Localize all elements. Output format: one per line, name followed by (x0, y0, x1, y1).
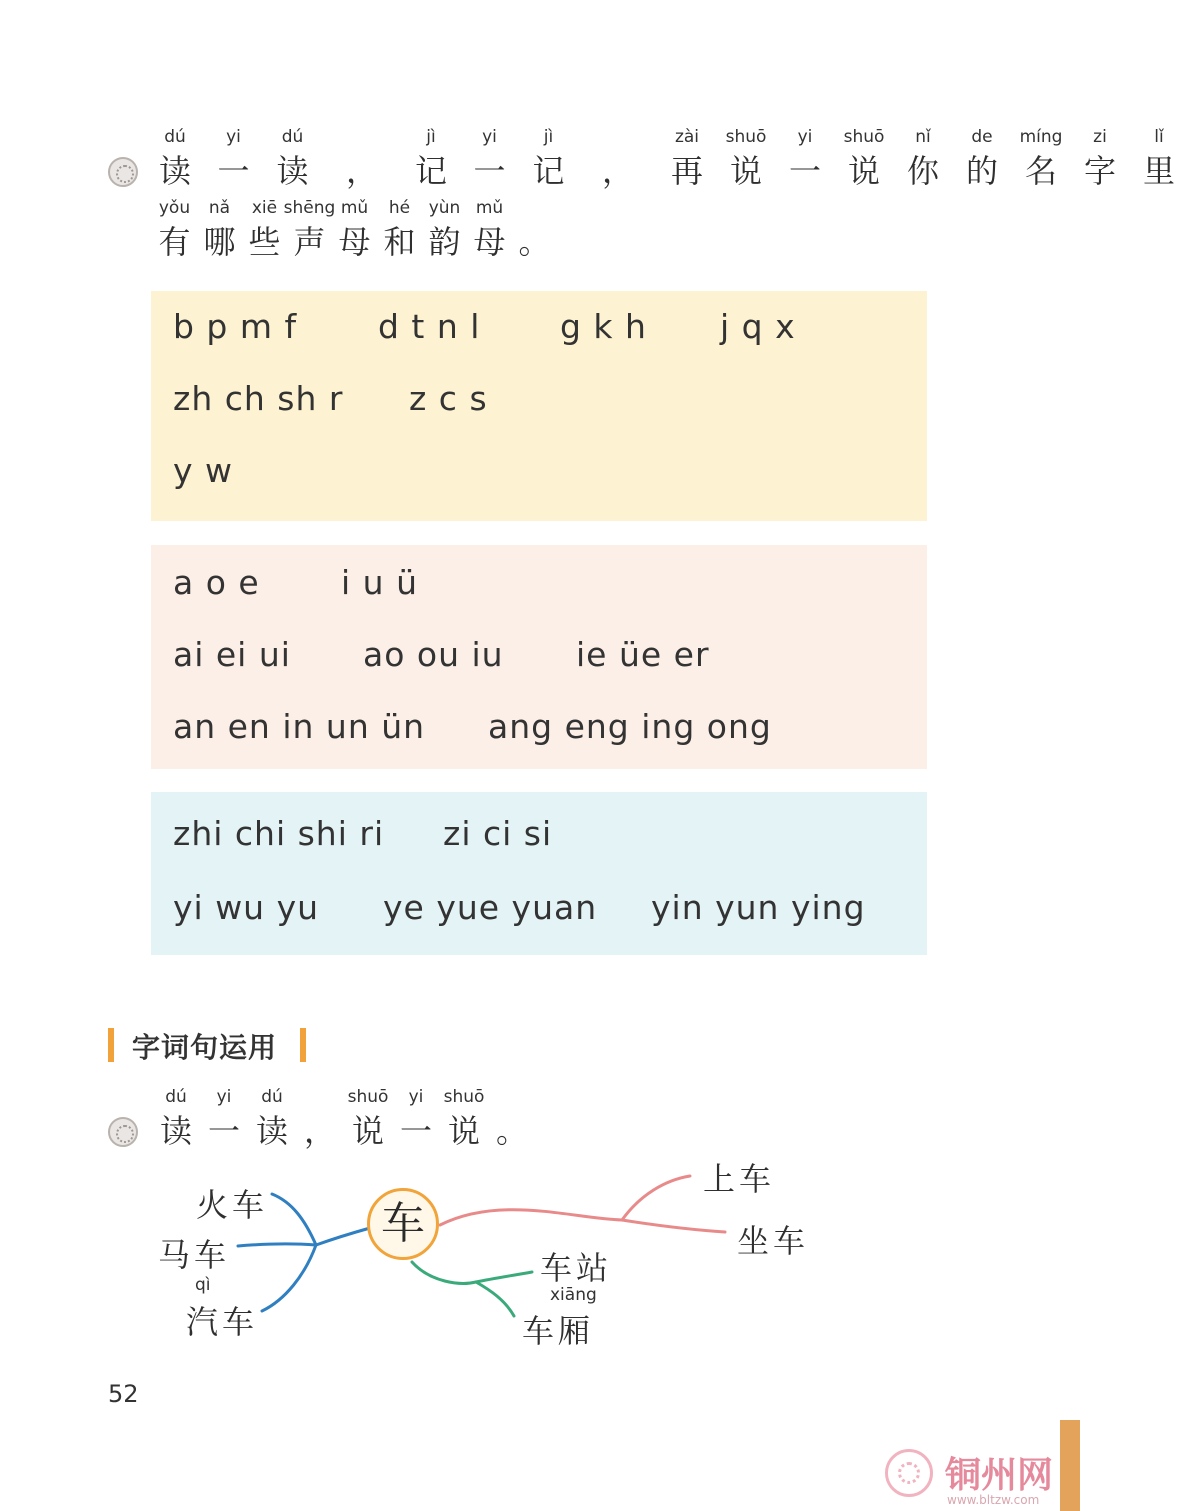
word-chezhan: 车站 (540, 1249, 613, 1287)
hanzi-char (392, 1087, 440, 1150)
watermark-name: 铜州网 (945, 1454, 1054, 1496)
pinyin: dú (281, 127, 304, 147)
finals-row-3 (173, 707, 772, 746)
branch-line-right-bottom (412, 1262, 476, 1283)
task1-line2 (152, 198, 557, 261)
hanzi-text: 读 (158, 152, 191, 190)
task2-line (152, 1087, 536, 1150)
hanzi-char (152, 127, 198, 190)
watermark (885, 1447, 1080, 1511)
word-shangche: 上车 (703, 1160, 776, 1198)
pinyin: zài (674, 127, 700, 147)
finals-box (151, 545, 927, 769)
hanzi-text: 母 (473, 223, 506, 261)
hanzi-text: ， (345, 152, 378, 190)
pinyin: mǔ (475, 198, 504, 218)
syllables-group: yi wu yu (173, 888, 320, 927)
hanzi-text: 些 (248, 223, 281, 261)
hanzi-char (296, 1112, 344, 1150)
pinyin: xiē (251, 198, 278, 218)
pinyin: yi (226, 127, 241, 147)
word-chexiang: 车厢 (522, 1312, 595, 1350)
pinyin-qi: qì (195, 1275, 211, 1295)
pinyin: nǐ (915, 127, 931, 147)
hanzi-text: 哪 (203, 223, 236, 261)
initials-row-3 (173, 451, 233, 490)
hanzi-char (828, 127, 900, 190)
pinyin: shuō (725, 127, 767, 147)
hanzi-text: 你 (906, 152, 939, 190)
watermark-logo-icon (885, 1449, 933, 1497)
pinyin: hé (388, 198, 411, 218)
branch-line-chexiang (476, 1282, 514, 1316)
initials-row-2 (173, 379, 488, 418)
hanzi-char (248, 1087, 296, 1150)
hanzi-text: 记 (532, 152, 565, 190)
pinyin: zi (1093, 127, 1107, 147)
pinyin: míng (1019, 127, 1063, 147)
pinyin: yi (216, 1087, 232, 1107)
branch-line-shangche (622, 1176, 690, 1220)
hanzi-char (572, 152, 664, 190)
pinyin: mǔ (340, 198, 369, 218)
mindmap-center: 车 (367, 1188, 439, 1260)
pinyin: shuō (843, 127, 885, 147)
pinyin: yi (482, 127, 497, 147)
pinyin: shuō (443, 1087, 485, 1107)
initials-group: zh ch sh r (173, 379, 344, 418)
hanzi-char (377, 198, 422, 261)
initials-group: j q x (720, 307, 796, 346)
hanzi-char (664, 127, 710, 190)
hanzi-text: 一 (207, 1112, 240, 1150)
initials-group: d t n l (378, 307, 481, 346)
initials-row-1 (173, 307, 796, 346)
pinyin: shēng (283, 198, 336, 218)
hanzi-text: 声 (293, 223, 326, 261)
finals-group: a o e (173, 563, 260, 602)
finals-group: ie üe er (576, 635, 710, 674)
hanzi-text: 读 (159, 1112, 192, 1150)
hanzi-char (525, 127, 572, 190)
branch-line-zuoche (622, 1220, 725, 1232)
finals-group: an en in un ün (173, 707, 426, 746)
pinyin: yùn (428, 198, 461, 218)
hanzi-char (454, 127, 525, 190)
hanzi-char (332, 198, 377, 261)
hanzi-char (1136, 127, 1182, 190)
syllables-group: ye yue yuan (383, 888, 598, 927)
pinyin: jì (426, 127, 436, 147)
pinyin: dú (164, 127, 186, 147)
hanzi-text: 里 (1142, 152, 1175, 190)
finals-row-2 (173, 635, 710, 674)
hanzi-text: 一 (399, 1112, 432, 1150)
hanzi-text: 母 (338, 223, 371, 261)
hanzi-char (316, 152, 408, 190)
hanzi-text: 读 (255, 1112, 288, 1150)
hanzi-char (197, 198, 242, 261)
hanzi-char (152, 198, 197, 261)
hanzi-char (946, 127, 1018, 190)
finals-group: ang eng ing ong (488, 707, 772, 746)
initials-group: b p m f (173, 307, 298, 346)
hanzi-char (900, 127, 946, 190)
pinyin: de (971, 127, 993, 147)
hanzi-text: 一 (473, 152, 506, 190)
syllables-group: zi ci si (443, 814, 553, 853)
word-huoche: 火车 (196, 1186, 269, 1224)
branch-line-left (316, 1228, 370, 1245)
hanzi-text: ， (303, 1112, 336, 1150)
hanzi-char (269, 127, 316, 190)
hanzi-text: 和 (383, 223, 416, 261)
finals-group: i u ü (341, 563, 418, 602)
hanzi-char (200, 1087, 248, 1150)
hanzi-text: 字 (1083, 152, 1116, 190)
hanzi-char (488, 1112, 536, 1150)
hanzi-text: 韵 (428, 223, 461, 261)
branch-line-mache (238, 1244, 316, 1246)
hanzi-text: ， (601, 152, 634, 190)
finals-row-1 (173, 563, 418, 602)
pinyin: yi (797, 127, 813, 147)
finals-group: ai ei ui (173, 635, 291, 674)
hanzi-text: 说 (447, 1112, 480, 1150)
pinyin: jì (543, 127, 554, 147)
finals-group: ao ou iu (363, 635, 504, 674)
hanzi-text: 。 (518, 223, 551, 261)
hanzi-text: 说 (847, 152, 880, 190)
hanzi-text: 说 (729, 152, 762, 190)
initials-group: g k h (560, 307, 647, 346)
hanzi-text: 再 (670, 152, 703, 190)
section-title: 字词句运用 (132, 1031, 278, 1064)
syllables-row-2 (173, 888, 866, 927)
pinyin: dú (165, 1087, 187, 1107)
initials-group: z c s (409, 379, 488, 418)
word-zuoche: 坐车 (737, 1222, 810, 1260)
hanzi-char (408, 127, 454, 190)
syllables-box (151, 792, 927, 955)
hanzi-text: 名 (1024, 152, 1057, 190)
hanzi-text: 一 (217, 152, 250, 190)
page-number: 52 (108, 1380, 139, 1408)
hanzi-char (344, 1087, 392, 1150)
hanzi-char (283, 198, 336, 261)
initials-group: y w (173, 451, 234, 490)
hanzi-char (1064, 127, 1136, 190)
hanzi-char (782, 127, 828, 190)
initials-box (151, 291, 927, 521)
pinyin: shuō (347, 1087, 389, 1107)
pinyin: dú (261, 1087, 283, 1107)
hanzi-text: 一 (788, 152, 821, 190)
syllables-group: yin yun ying (651, 888, 866, 927)
hanzi-text: 记 (414, 152, 447, 190)
branch-line-huoche (272, 1194, 316, 1245)
hanzi-char (422, 198, 467, 261)
section-bar-right (300, 1028, 306, 1062)
hanzi-text: 说 (351, 1112, 384, 1150)
branch-line-right-top (440, 1210, 622, 1225)
hanzi-char (512, 223, 557, 261)
hanzi-text: 的 (965, 152, 998, 190)
hanzi-text: 有 (158, 223, 191, 261)
hanzi-char (440, 1087, 488, 1150)
pinyin: nǎ (208, 198, 231, 218)
word-mache: 马车 (158, 1236, 231, 1274)
branch-line-chezhan (476, 1272, 532, 1282)
hanzi-text: 。 (495, 1112, 528, 1150)
task-seal-icon (108, 157, 138, 187)
syllables-row-1 (173, 814, 552, 853)
task-seal-icon (108, 1117, 138, 1147)
hanzi-text: 读 (276, 152, 309, 190)
hanzi-char (242, 198, 287, 261)
hanzi-char (710, 127, 782, 190)
hanzi-char (198, 127, 269, 190)
word-qiche: 汽车 (186, 1303, 259, 1341)
branch-line-qiche (262, 1245, 316, 1311)
section-bar-left (108, 1028, 114, 1062)
watermark-url: www.bltzw.com (947, 1493, 1040, 1507)
hanzi-char (152, 1087, 200, 1150)
pinyin-xiang: xiāng (550, 1285, 597, 1305)
pinyin: yǒu (158, 198, 191, 218)
syllables-group: zhi chi shi ri (173, 814, 385, 853)
hanzi-char (1018, 127, 1064, 190)
pinyin: lǐ (1154, 127, 1164, 147)
task1-line1 (152, 127, 1182, 190)
hanzi-char (467, 198, 512, 261)
pinyin: yi (408, 1087, 424, 1107)
